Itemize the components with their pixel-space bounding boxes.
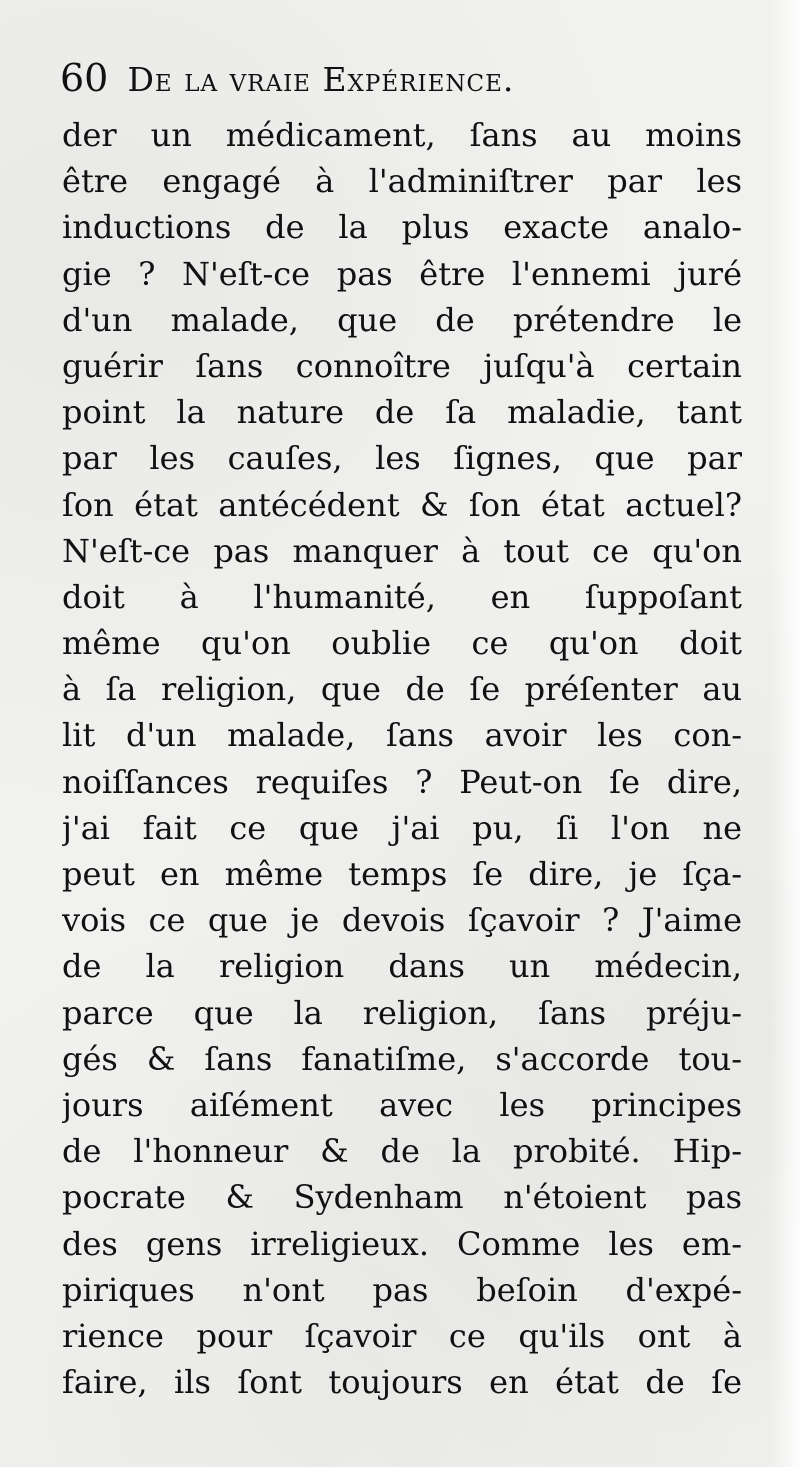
text-line: de la religion dans un médecin, xyxy=(62,947,742,986)
text-line: pocrate & Sydenham n'étoient pas xyxy=(62,1178,742,1217)
text-line: rience pour ſçavoir ce qu'ils ont à xyxy=(62,1316,742,1355)
page-number: 60 xyxy=(60,56,109,100)
text-line: peut en même temps ſe dire, je ſça- xyxy=(62,855,742,893)
body-text xyxy=(62,112,742,1405)
text-line: des gens irreligieux. Comme les em- xyxy=(62,1224,742,1263)
text-line: d'un malade, que de prétendre le xyxy=(62,300,742,339)
text-line: être engagé à l'adminiſtrer par les xyxy=(62,162,742,201)
text-line: j'ai fait ce que j'ai pu, ſi l'on ne xyxy=(62,808,742,847)
text-line: piriques n'ont pas beſoin d'expé- xyxy=(62,1270,742,1309)
text-line: à ſa religion, que de ſe préſenter au xyxy=(62,670,742,709)
text-line: der un médicament, ſans au moins xyxy=(62,116,742,154)
text-line: doit à l'humanité, en ſuppoſant xyxy=(62,577,742,616)
text-line: jours aiſément avec les principes xyxy=(62,1085,742,1124)
text-line: même qu'on oublie ce qu'on doit xyxy=(62,624,742,663)
text-line: de l'honneur & de la probité. Hip- xyxy=(62,1132,742,1171)
text-line: noiſſances requiſes ? Peut-on ſe dire, xyxy=(62,762,742,801)
text-line: parce que la religion, ſans préju- xyxy=(62,993,742,1032)
text-line: vois ce que je devois ſçavoir ? J'aime xyxy=(62,901,742,940)
text-line: N'eſt-ce pas manquer à tout ce qu'on xyxy=(62,531,742,570)
text-line: lit d'un malade, ſans avoir les con- xyxy=(62,716,742,755)
text-line: gés & ſans fanatiſme, s'accorde tou- xyxy=(62,1039,742,1078)
text-line: par les cauſes, les ſignes, que par xyxy=(62,439,742,478)
text-line: ſon état antécédent & ſon état actuel? xyxy=(62,485,742,524)
running-head xyxy=(60,56,760,112)
text-line: gie ? N'eſt-ce pas être l'ennemi juré xyxy=(62,254,742,293)
text-line: inductions de la plus exacte analo- xyxy=(62,208,742,247)
page-edge xyxy=(770,0,800,1467)
text-line: guérir ſans connoître juſqu'à certain xyxy=(62,346,742,385)
text-line: faire, ils ſont toujours en état de ſe xyxy=(62,1363,742,1402)
running-head-title: De la vraie Expérience. xyxy=(127,60,515,99)
text-line: point la nature de ſa maladie, tant xyxy=(62,393,742,432)
